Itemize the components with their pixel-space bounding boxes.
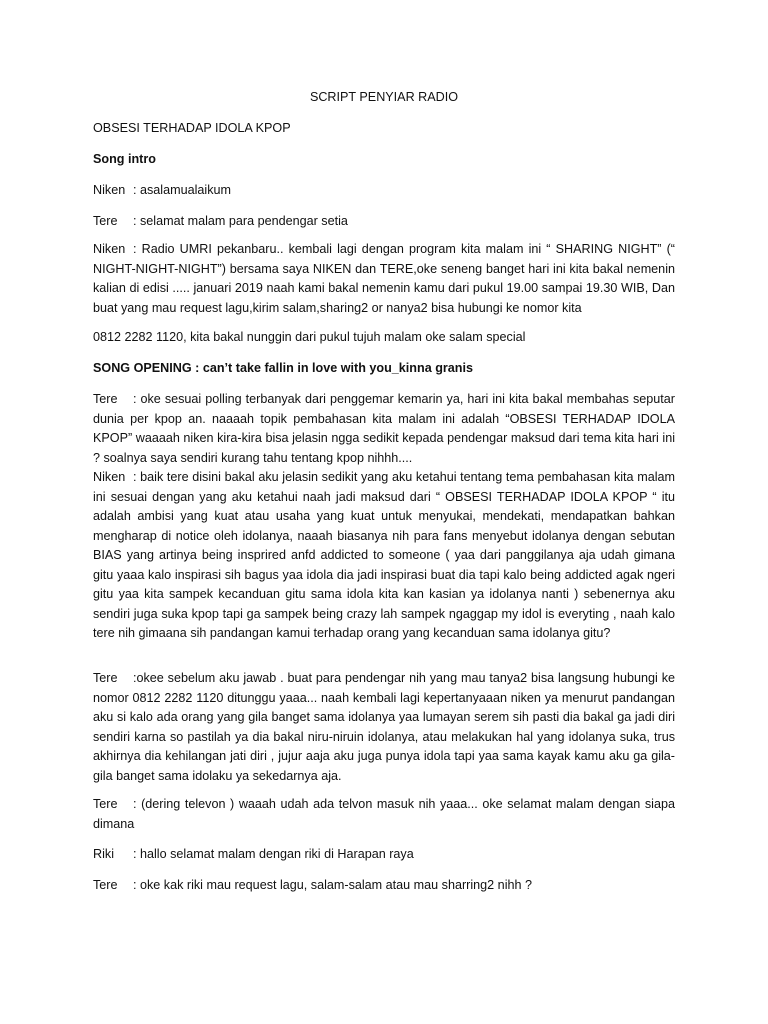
dialog-line [93,845,675,865]
speaker-name: Tere [93,392,118,406]
speaker-name: Tere [93,878,118,892]
dialog-text: :okee sebelum aku jawab . buat para pendengar nih yang mau tanya2 bisa langsung hubungi ke nomor 0812 2282 1120 ditunggu yaaa... naah kembali lagi kepertanyaaan niken ya menurut pandangan aku si kalo ada orang yang gila banget sama idolanya yaa lumayan serem sih pasti dia bakal ga jadi diri sendiri karna so pastilah ya dia bakal niru-niruin idolanya, atau melakukan hal yang idolanya suka, trus akhirnya dia kehilangan jati diri , jujur aaja aku juga punya idola tapi yaa sama kayak kamu aku ga gila-gila banget sama idolaku ya sekedarnya aja. [93,671,675,783]
phone-line-text: 0812 2282 1120, kita bakal nunggin dari pukul tujuh malam oke salam special [93,330,526,344]
dialog-text: : asalamualaikum [133,183,231,197]
dialog-text: : baik tere disini bakal aku jelasin sedikit yang aku ketahui tentang tema pembahasan kita malam ini sesuai dengan yang aku ketahui naah jadi maksud dari “ OBSESI TERHADAP IDOLA KPOP “ itu adalah ambisi yang kuat atau usaha yang kuat untuk menyukai, mendekati, mendapatkan bahkan mengharap di notice oleh idolanya, naaah biasanya nih para fans menyebut idolanya dengan sebutan BIAS yang artinya being insprired anfd addicted to someone ( yaa dari panggilanya aja udah gimana gitu yaaa kalo inspirasi sih bagus yaa idola dia jadi inspirasi buat dia tapi kalo being addicted agak ngeri gitu yaa kita sampek kecanduan gitu sama idola kita kan kasian ya idolanya nanti ) sebenernya aku sendiri juga suka kpop tapi ga sampek being crazy lah sampek ngaggap my idol is everyting , naah kalo tere nih gimaana sih pandangan kamui terhadap orang yang kecanduan sama idolanya gitu? [93,470,675,640]
speaker-name: Niken [93,183,126,197]
speaker-name: Tere [93,797,118,811]
dialog-line [93,795,675,834]
dialog-text: : selamat malam para pendengar setia [133,214,348,228]
speaker-name: Tere [93,214,118,228]
speaker-name: Niken [93,470,126,484]
dialog-line [93,240,675,318]
subtitle-text: OBSESI TERHADAP IDOLA KPOP [93,121,291,135]
dialog-line [93,390,675,468]
dialog-line [93,181,675,201]
dialog-text: : oke sesuai polling terbanyak dari penggemar kemarin ya, hari ini kita bakal membahas seputar dunia per kpop an. naaaah topik pembahasan kita malam ini adalah “OBSESI TERHADAP IDOLA KPOP” waaaah niken kira-kira bisa jelasin ngga sedikit kepada pendengar maksud dari tema kita hari ini ? soalnya saya sendiri kurang tahu tentang kpop nihhh.... [93,392,675,465]
speaker-name: Riki [93,847,114,861]
dialog-text: : oke kak riki mau request lagu, salam-salam atau mau sharring2 nihh ? [133,878,532,892]
dialog-text: : Radio UMRI pekanbaru.. kembali lagi dengan program kita malam ini “ SHARING NIGHT” (“ NIGHT-NIGHT-NIGHT”) bersama saya NIKEN dan TERE,oke seneng banget hari ini kita bakal nemenin kalian di edisi ..... januari 2019 naah kami bakal nemenin kamu dari pukul 19.00 sampai 19.30 WIB, Dan buat yang mau request lagu,kirim salam,sharing2 or nanya2 bisa hubungi ke nomor kita [93,242,675,315]
song-opening [93,359,675,379]
dialog-line [93,468,675,644]
dialog-line [93,212,675,232]
dialog-text: : (dering televon ) waaah udah ada telvon masuk nih yaaa... oke selamat malam dengan siapa dimana [93,797,675,831]
speaker-name: Tere [93,671,118,685]
song-intro [93,150,675,170]
document-subtitle [93,119,675,139]
song-opening-text: SONG OPENING : can’t take fallin in love with you_kinna granis [93,361,473,375]
document-title: SCRIPT PENYIAR RADIO [309,90,459,104]
dialog-text: : hallo selamat malam dengan riki di Harapan raya [133,847,414,861]
dialog-line [93,876,675,896]
speaker-name: Niken [93,242,126,256]
phone-line [93,328,675,348]
song-intro-text: Song intro [93,152,156,166]
dialog-line [93,669,675,786]
